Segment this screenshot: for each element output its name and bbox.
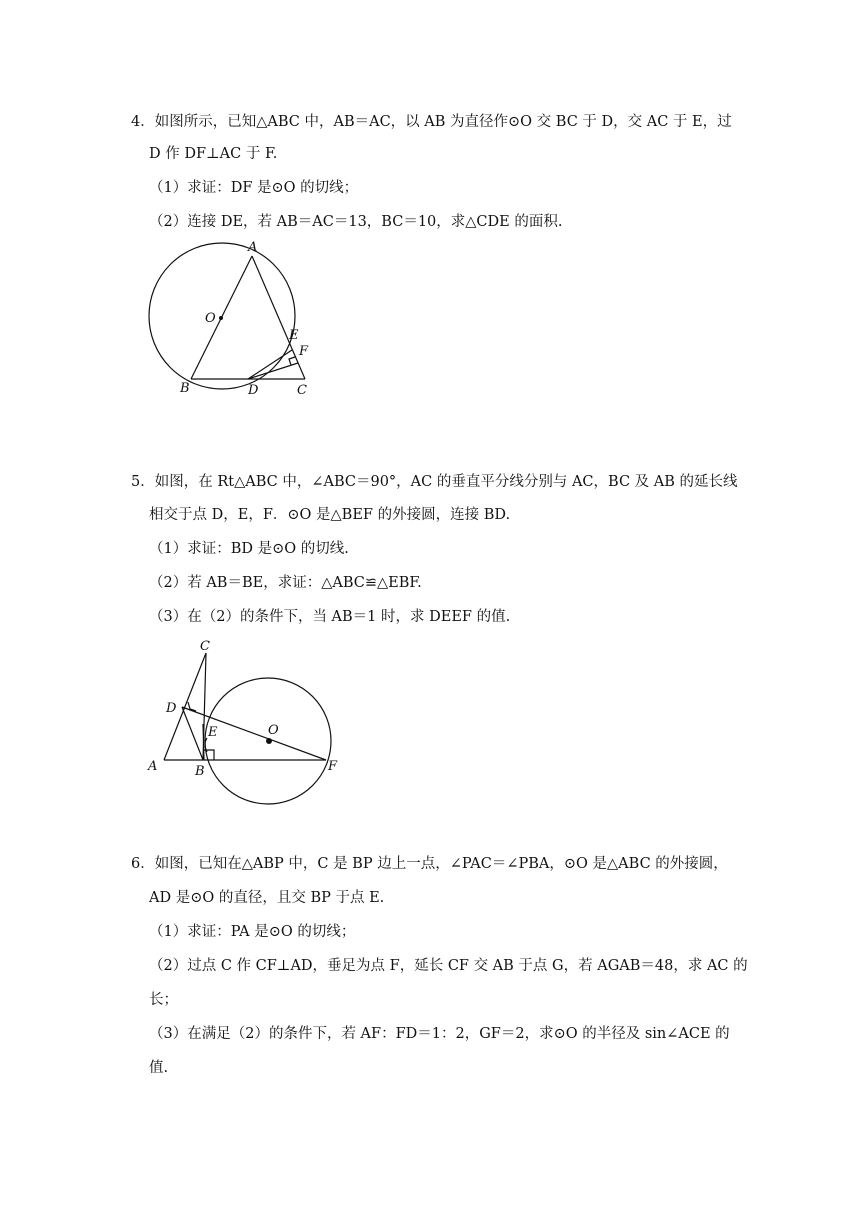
problem-4-stem-line-1: 4．如图所示，已知△ABC 中，AB＝AC，以 AB 为直径作⊙O 交 BC 于 D，交 AC 于 E，过: [131, 114, 732, 130]
label-f: F: [299, 344, 309, 359]
label-e: E: [289, 328, 299, 343]
problem-6-stem-line-2: AD 是⊙O 的直径，且交 BP 于点 E.: [149, 890, 385, 906]
center-point-o: [266, 738, 272, 744]
problem-5-figure: [140, 634, 350, 814]
label-d: D: [166, 701, 177, 716]
problem-6-part-1: （1）求证：PA 是⊙O 的切线；: [149, 924, 356, 940]
label-e: E: [208, 725, 218, 740]
problem-4-part-2: （2）连接 DE，若 AB＝AC＝13，BC＝10，求△CDE 的面积.: [149, 214, 563, 230]
label-d: D: [248, 383, 259, 398]
label-c: C: [200, 639, 210, 654]
problem-6-part-3-cont: 值.: [149, 1060, 169, 1076]
problem-5-stem-line-2: 相交于点 D，E，F．⊙O 是△BEF 的外接圆，连接 BD.: [149, 507, 511, 523]
problem-5-part-3: （3）在（2）的条件下，当 AB＝1 时，求 DEEF 的值.: [149, 609, 511, 625]
segment-de: [248, 350, 292, 379]
problem-6-part-2-cont: 长；: [149, 992, 178, 1008]
problem-6-part-3: （3）在满足（2）的条件下，若 AF：FD＝1：2，GF＝2，求⊙O 的半径及 sin∠ACE 的: [149, 1026, 730, 1042]
label-b: B: [195, 764, 205, 779]
segment-bd: [182, 707, 203, 760]
problem-4-figure: [140, 236, 320, 406]
label-o: O: [205, 311, 216, 326]
problem-5-part-2: （2）若 AB＝BE，求证：△ABC≌△EBF.: [149, 575, 422, 591]
label-b: B: [180, 381, 190, 396]
center-point-o: [219, 316, 223, 320]
segment-ac: [252, 256, 305, 379]
label-a: A: [248, 240, 258, 255]
problem-5-stem-line-1: 5．如图，在 Rt△ABC 中，∠ABC＝90°，AC 的垂直平分线分别与 AC，BC 及 AB 的延长线: [131, 474, 738, 490]
label-f: F: [328, 759, 338, 774]
label-a: A: [148, 759, 158, 774]
problem-4-part-1: （1）求证：DF 是⊙O 的切线；: [149, 180, 359, 196]
problem-4-stem-line-2: D 作 DF⊥AC 于 F.: [149, 146, 278, 162]
problem-6-part-2: （2）过点 C 作 CF⊥AD，垂足为点 F，延长 CF 交 AB 于点 G，若 AGAB＝48，求 AC 的: [149, 958, 748, 974]
label-o: O: [268, 723, 279, 738]
problem-6-stem-line-1: 6．如图，已知在△ABP 中，C 是 BP 边上一点，∠PAC＝∠PBA，⊙O 是△ABC 的外接圆，: [131, 856, 728, 872]
segment-df: [248, 363, 298, 379]
label-c: C: [297, 383, 307, 398]
problem-5-part-1: （1）求证：BD 是⊙O 的切线.: [149, 541, 349, 557]
